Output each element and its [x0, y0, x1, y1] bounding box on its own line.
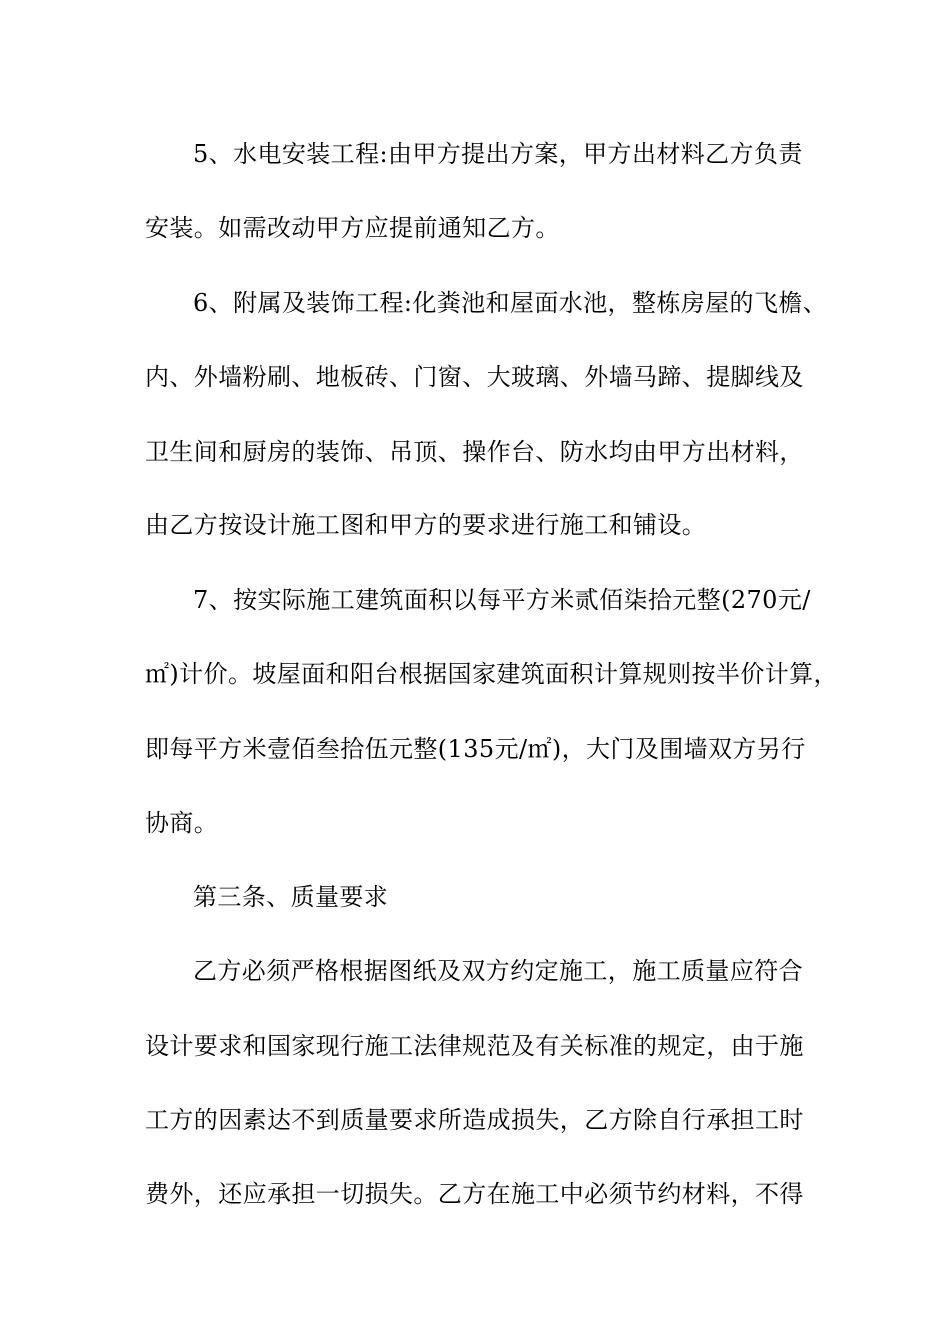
section-heading: 第三条、质量要求 [193, 883, 389, 911]
quality-paragraph-line-1: 乙方必须严格根据图纸及双方约定施工，施工质量应符合 [193, 957, 803, 985]
paragraph-6-line-3: 卫生间和厨房的装饰、吊顶、操作台、防水均由甲方出材料， [145, 438, 804, 466]
paragraph-5-line-1: 5、水电安装工程:由甲方提出方案，甲方出材料乙方负责 [193, 140, 803, 168]
paragraph-7-line-2: ㎡)计价。坡屋面和阳台根据国家建筑面积计算规则按半价计算， [145, 660, 838, 688]
paragraph-6-line-2: 内、外墙粉刷、地板砖、门窗、大玻璃、外墙马蹄、提脚线及 [145, 363, 804, 391]
paragraph-7-line-1: 7、按实际施工建筑面积以每平方米贰佰柒拾元整(270元/ [193, 586, 811, 614]
paragraph-6-line-4: 由乙方按设计施工图和甲方的要求进行施工和铺设。 [145, 511, 707, 539]
quality-paragraph-line-4: 费外，还应承担一切损失。乙方在施工中必须节约材料，不得 [145, 1180, 804, 1208]
paragraph-6-line-1: 6、附属及装饰工程:化粪池和屋面水池，整栋房屋的飞檐、 [193, 289, 828, 317]
paragraph-5-line-2: 安装。如需改动甲方应提前通知乙方。 [145, 214, 560, 242]
paragraph-7-line-4: 协商。 [145, 809, 219, 837]
quality-paragraph-line-2: 设计要求和国家现行施工法律规范及有关标准的规定，由于施 [145, 1032, 804, 1060]
quality-paragraph-line-3: 工方的因素达不到质量要求所造成损失，乙方除自行承担工时 [145, 1106, 804, 1134]
paragraph-7-line-3: 即每平方米壹佰叁拾伍元整(135元/㎡)，大门及围墙双方另行 [145, 735, 806, 763]
